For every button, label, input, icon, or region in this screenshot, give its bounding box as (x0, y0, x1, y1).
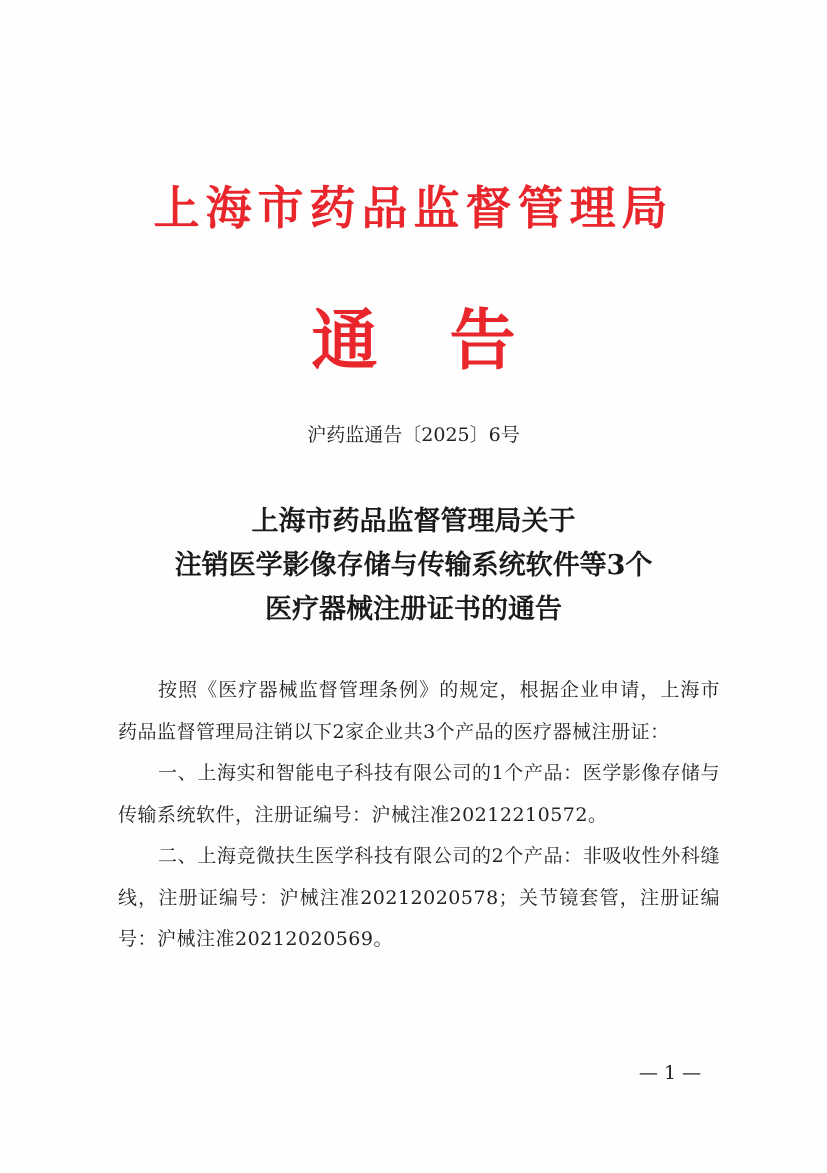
notice-char-1: 通 (311, 301, 378, 379)
document-title (0, 500, 827, 632)
body-paragraph-item-2: 二、上海竞微扶生医学科技有限公司的2个产品：非吸收性外科缝线，注册证编号：沪械注准20212020578；关节镜套管，注册证编号：沪械注准20212020569。 (118, 845, 720, 950)
agency-header: 上海市药品监督管理局 (153, 181, 674, 235)
document-number: 沪药监通告〔2025〕6号 (307, 424, 520, 446)
body-paragraph-intro: 按照《医疗器械监督管理条例》的规定，根据企业申请，上海市药品监督管理局注销以下2家企业共3个产品的医疗器械注册证： (118, 679, 720, 743)
body-paragraph-item-1: 一、上海实和智能电子科技有限公司的1个产品：医学影像存储与传输系统软件，注册证编号：沪械注准20212210572。 (118, 762, 720, 826)
page-number: — 1 — (638, 1062, 702, 1084)
title-line-3: 医疗器械注册证书的通告 (265, 594, 562, 625)
title-line-2: 注销医学影像存储与传输系统软件等3个 (174, 550, 653, 581)
notice-char-2: 告 (449, 301, 516, 379)
document-body (118, 670, 720, 961)
notice-heading (0, 300, 827, 380)
title-line-1: 上海市药品监督管理局关于 (251, 506, 576, 537)
